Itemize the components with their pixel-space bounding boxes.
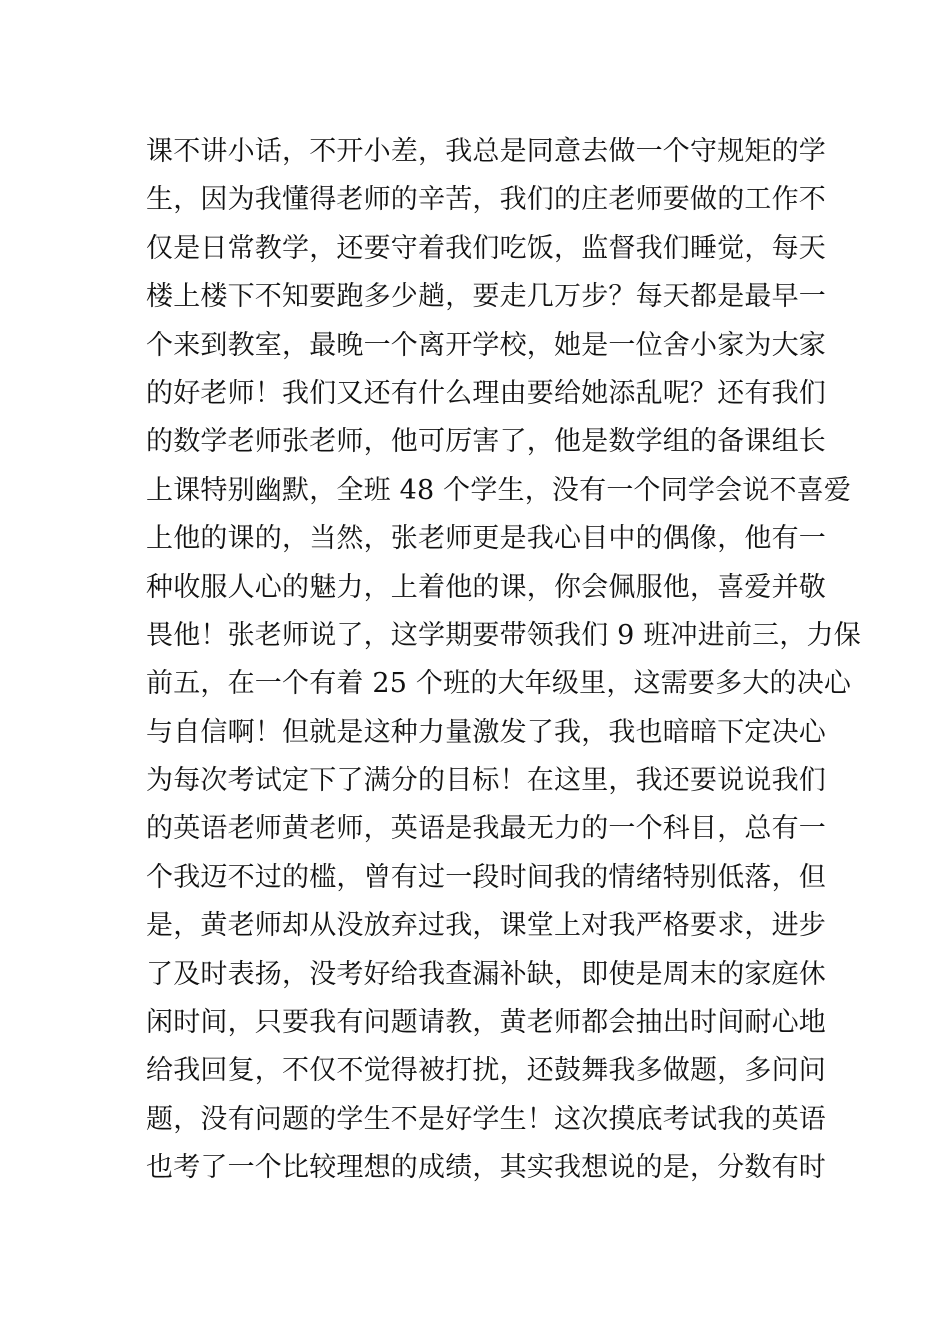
text-line: 题，没有问题的学生不是好学生！这次摸底考试我的英语 bbox=[146, 1103, 826, 1135]
text-line: 种收服人心的魅力，上着他的课，你会佩服他，喜爱并敬 bbox=[146, 571, 826, 603]
text-line: 生，因为我懂得老师的辛苦，我们的庄老师要做的工作不 bbox=[146, 184, 826, 216]
text-line: 为每次考试定下了满分的目标！在这里，我还要说说我们 bbox=[146, 765, 826, 797]
text-line: 给我回复，不仅不觉得被打扰，还鼓舞我多做题，多问问 bbox=[146, 1055, 826, 1087]
text-line: 课不讲小话，不开小差，我总是同意去做一个守规矩的学 bbox=[146, 136, 826, 167]
text-line: 了及时表扬，没考好给我查漏补缺，即使是周末的家庭休 bbox=[146, 958, 826, 990]
text-line: 与自信啊！但就是这种力量激发了我，我也暗暗下定决心 bbox=[146, 716, 826, 748]
text-line: 也考了一个比较理想的成绩，其实我想说的是，分数有时 bbox=[146, 1152, 826, 1184]
text-line: 个我迈不过的槛，曾有过一段时间我的情绪特别低落，但 bbox=[146, 861, 826, 893]
text-line: 仅是日常教学，还要守着我们吃饭，监督我们睡觉，每天 bbox=[146, 232, 826, 264]
body-text bbox=[146, 128, 861, 1193]
text-line: 上他的课的，当然，张老师更是我心目中的偶像，他有一 bbox=[146, 523, 826, 555]
text-line: 闲时间，只要我有问题请教，黄老师都会抽出时间耐心地 bbox=[146, 1007, 826, 1039]
text-line: 上课特别幽默，全班 48 个学生，没有一个同学会说不喜爱 bbox=[146, 474, 852, 506]
text-line: 的好老师！我们又还有什么理由要给她添乱呢？还有我们 bbox=[146, 377, 826, 409]
text-line: 的数学老师张老师，他可厉害了，他是数学组的备课组长 bbox=[146, 426, 826, 458]
text-line: 前五，在一个有着 25 个班的大年级里，这需要多大的决心 bbox=[146, 668, 852, 700]
text-line: 楼上楼下不知要跑多少趟，要走几万步？每天都是最早一 bbox=[146, 281, 826, 313]
text-line: 的英语老师黄老师，英语是我最无力的一个科目，总有一 bbox=[146, 813, 826, 845]
text-line: 个来到教室，最晚一个离开学校，她是一位舍小家为大家 bbox=[146, 329, 826, 361]
text-line: 畏他！张老师说了，这学期要带领我们 9 班冲进前三，力保 bbox=[146, 619, 861, 651]
text-line: 是，黄老师却从没放弃过我，课堂上对我严格要求，进步 bbox=[146, 910, 826, 942]
